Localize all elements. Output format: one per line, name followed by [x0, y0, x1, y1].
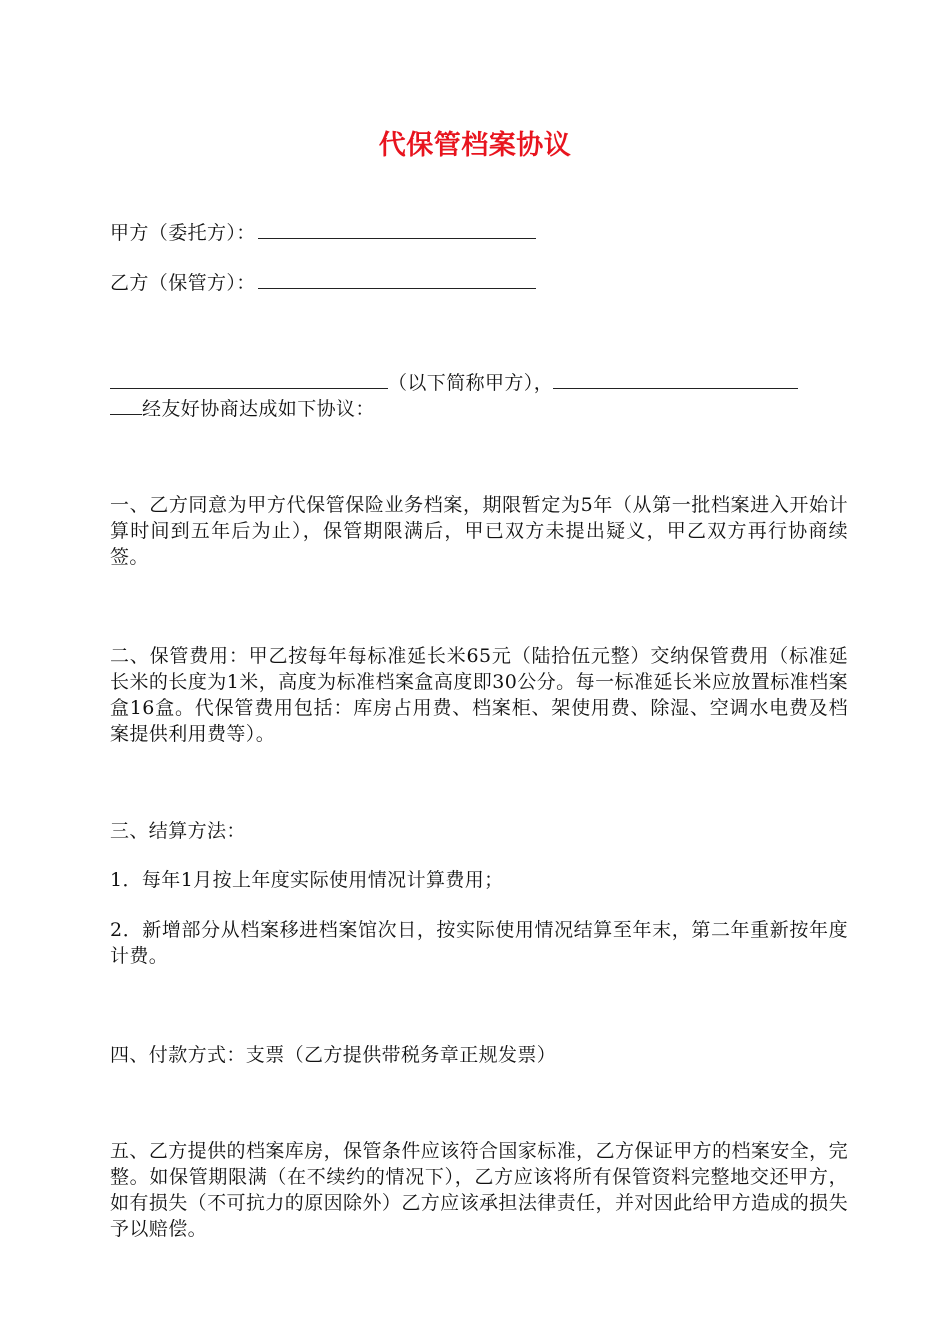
- clause-5: 五、乙方提供的档案库房，保管条件应该符合国家标准，乙方保证甲方的档案安全，完整。如保管期限满（在不续约的情况下），乙方应该将所有保管资料完整地交还甲方，如有损失（不可抗力的原因除外）乙方应该承担法律责任，并对因此给甲方造成的损失予以赔偿。: [110, 1140, 848, 1240]
- intro-blank-party-a: [110, 370, 388, 389]
- intro-text-2: 经友好协商达成如下协议：: [142, 398, 375, 420]
- intro-line-1: [110, 370, 845, 396]
- document-title: 代保管档案协议: [378, 130, 572, 161]
- clause-1: 一、乙方同意为甲方代保管保险业务档案，期限暂定为5年（从第一批档案进入开始计算时间到五年后为止），保管期限满后，甲已双方未提出疑义，甲乙双方再行协商续签。: [110, 494, 848, 568]
- party-b-line: [110, 270, 845, 296]
- intro-blank-party-b: [553, 370, 798, 389]
- intro-text-1: （以下简称甲方），: [388, 372, 554, 394]
- clause-4: 四、付款方式：支票（乙方提供带税务章正规发票）: [110, 1044, 557, 1066]
- party-a-blank: [258, 220, 536, 239]
- party-a-label: 甲方（委托方）：: [110, 222, 256, 244]
- party-a-line: [110, 220, 845, 246]
- intro-blank-party-b-cont: [110, 396, 142, 415]
- party-b-label: 乙方（保管方）：: [110, 272, 256, 294]
- party-b-blank: [258, 270, 536, 289]
- intro-line-2: [110, 396, 845, 422]
- clause-2: 二、保管费用：甲乙按每年每标准延长米65元（陆拾伍元整）交纳保管费用（标准延长米的长度为1米，高度为标准档案盒高度即30公分。每一标准延长米应放置标准档案盒16盒。代保管费用包括：库房占用费、档案柜、架使用费、除湿、空调水电费及档案提供利用费等）。: [110, 645, 848, 745]
- clause-3-heading: 三、结算方法：: [110, 820, 246, 842]
- clause-3-item-1: 1．每年1月按上年度实际使用情况计算费用；: [110, 869, 504, 891]
- clause-3-item-2: 2．新增部分从档案移进档案馆次日，按实际使用情况结算至年末，第二年重新按年度计费。: [110, 919, 848, 967]
